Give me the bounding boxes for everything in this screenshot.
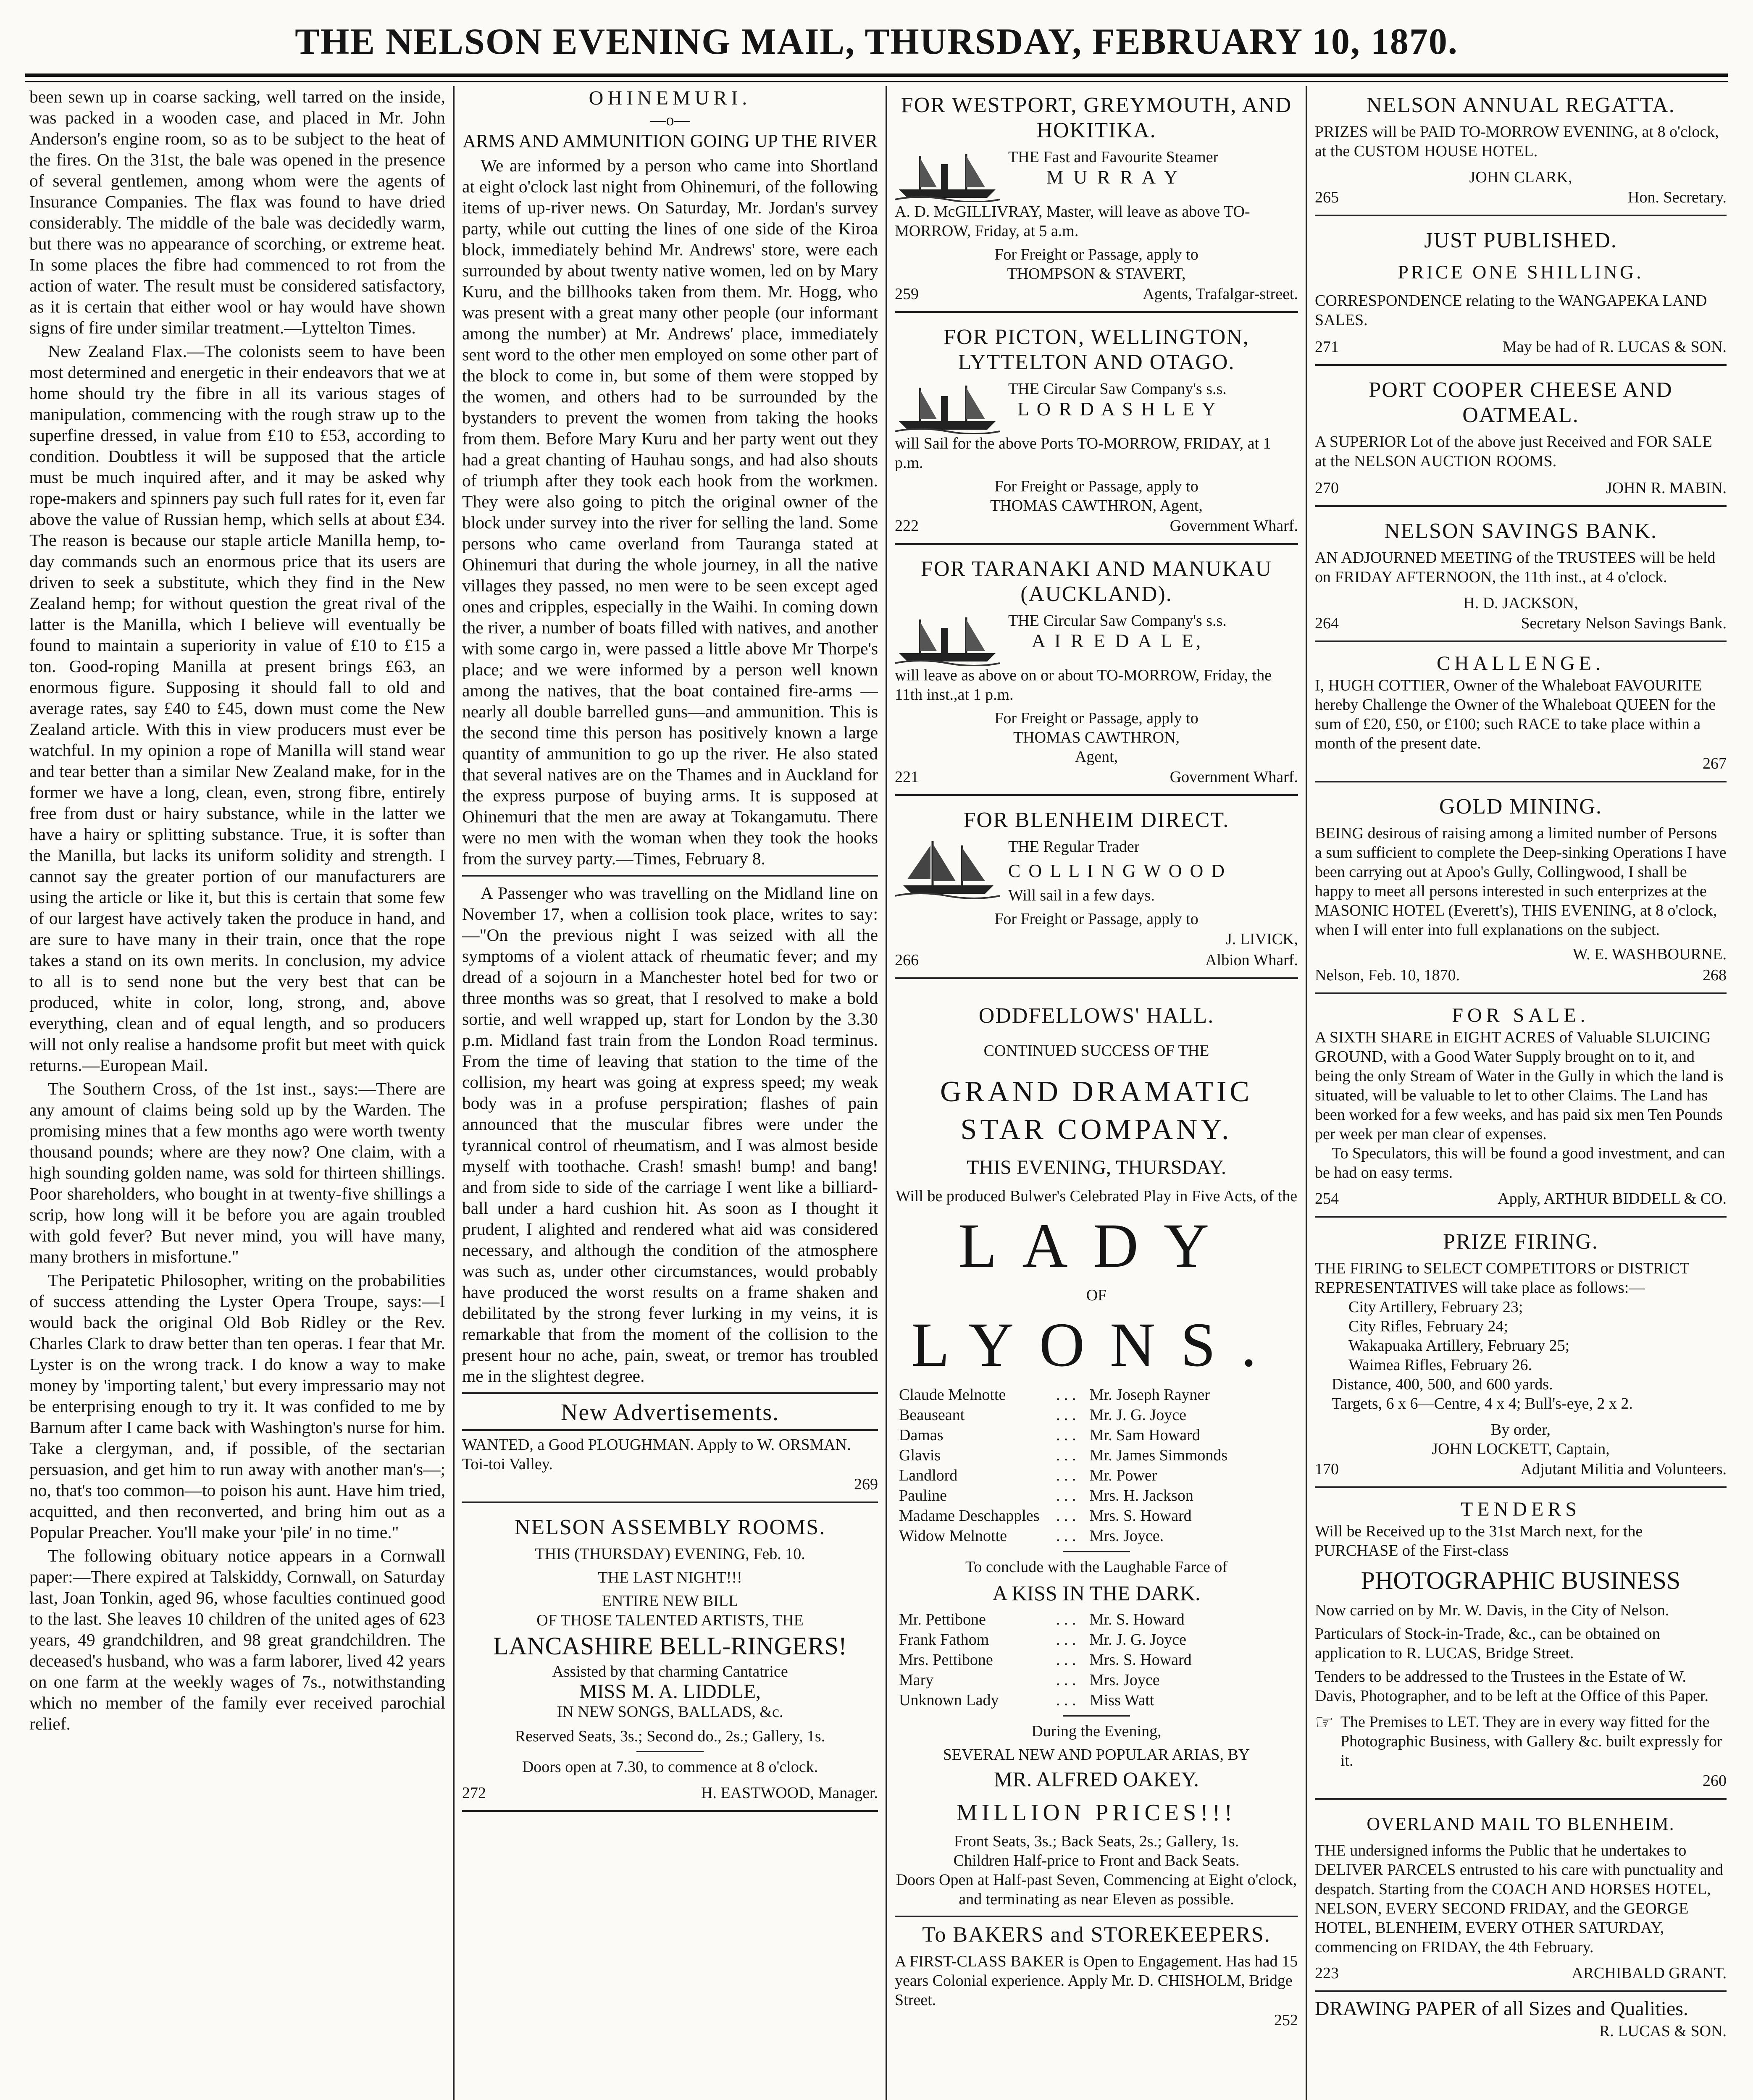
divider-mark: —o—	[650, 111, 690, 129]
ad-line: STAR COMPANY.	[960, 1113, 1233, 1146]
ad-oddfellows-hall	[895, 984, 1298, 1917]
ad-regatta	[1315, 86, 1727, 216]
ad-line: Doors open at 7.30, to commence at 8 o'clock.	[522, 1758, 818, 1776]
ad-line: THOMPSON & STAVERT,	[1007, 265, 1186, 283]
ad-heading: NELSON SAVINGS BANK.	[1384, 519, 1658, 543]
ad-heading: FOR SALE.	[1452, 1004, 1590, 1026]
cast-leader: . . .	[1056, 1386, 1076, 1404]
ad-line: PRICE ONE SHILLING.	[1398, 261, 1644, 283]
cast-role: Landlord	[899, 1467, 958, 1484]
ad-line: MISS M. A. LIDDLE,	[579, 1680, 761, 1703]
ad-line: OF	[1086, 1286, 1107, 1304]
steamer-icon	[895, 611, 1000, 666]
ad-body: DRAWING PAPER of all Sizes and Qualities.	[1315, 1998, 1688, 2020]
ad-westport	[895, 86, 1298, 313]
prize-item: Waimea Rifles, February 26.	[1348, 1356, 1532, 1374]
ad-line: JOHN LOCKETT, Captain,	[1432, 1440, 1610, 1458]
ad-body: THE undersigned informs the Public that he undertakes to DELIVER PARCELS entrusted to his care with punctuality and despatch. Starting from the COACH AND HORSES HOTEL, NELSON, EVERY SECOND FRIDAY, and the GEORGE HOTEL, BLENHEIM, EVERY OTHER SATURDAY, commencing on FRIDAY, the 4th February.	[1315, 1842, 1723, 1956]
ad-line: To conclude with the Laughable Farce of	[965, 1558, 1228, 1576]
cast-actor: Mrs. Joyce	[1089, 1671, 1160, 1689]
cast-actor: Mrs. S. Howard	[1089, 1507, 1192, 1525]
ad-heading: ODDFELLOWS' HALL.	[978, 1004, 1214, 1028]
divider	[1063, 1715, 1130, 1717]
ad-heading: NELSON ANNUAL REGATTA.	[1366, 93, 1675, 117]
cast-role: Glavis	[899, 1446, 941, 1464]
farce-title: A KISS IN THE DARK.	[992, 1581, 1201, 1605]
cast-role: Claude Melnotte	[899, 1386, 1006, 1404]
ad-line: THIS EVENING, THURSDAY.	[967, 1156, 1226, 1179]
cast-actor: Mr. S. Howard	[1089, 1611, 1185, 1628]
ad-body: WANTED, a Good PLOUGHMAN. Apply to W. ORSMAN. Toi-toi Valley.	[462, 1436, 851, 1473]
ad-signature: H. EASTWOOD, Manager.	[701, 1784, 878, 1802]
ad-line: Assisted by that charming Cantatrice	[552, 1663, 788, 1680]
ship-name: C O L L I N G W O O D	[1008, 861, 1227, 881]
ad-for-sale	[1315, 999, 1727, 1218]
masthead: THE NELSON EVENING MAIL, THURSDAY, FEBRUARY 10, 1870.	[295, 21, 1458, 62]
ad-number: 269	[854, 1475, 878, 1493]
ad-taranaki	[895, 550, 1298, 796]
ad-line: Now carried on by Mr. W. Davis, in the City of Nelson.	[1315, 1601, 1669, 1619]
prize-schedule	[1315, 1297, 1727, 1375]
article-passenger: A Passenger who was travelling on the Midland line on November 17, when a collision took place, writes to say:—"On the previous night I was seized with all the symptoms of a violent attack of rheumatic fever; and my dread of a sojourn in a Manchester hotel bed for two or three months was so great, that I resolved to make a bold sortie, and well wrapped up, start for London by the 3.30 p.m. Midland fast train from the London Road terminus. From the time of leaving that station to the time of the collision, my heart was going at express speed; my weak body was in a profuse perspiration; flashes of pain announced that the muscular fibres were under the tyrannical control of rheumatism, and I was almost beside myself with toothache. Crash! smash! bump! and bang! and from side to side of the carriage I went like a billiard-ball under a hard cushion hit. As soon as I thought it prudent, I alighted and rendered what aid was considered necessary, and although the condition of the atmosphere was such as, under other circumstances, would probably have produced the worst results on a frame shaken and debilitated by the strong fever lurking in my veins, it is remarkable that from the moment of the collision to the present hour no ache, pain, sweat, or tremor has troubled me in the slightest degree.	[462, 883, 878, 1386]
ad-body: To Speculators, this will be found a good investment, and can be had on easy terms.	[1315, 1144, 1725, 1181]
divider	[462, 1392, 878, 1394]
ad-heading: FOR TARANAKI AND MANUKAU (AUCKLAND).	[921, 557, 1272, 606]
article-subheading: ARMS AND AMMUNITION GOING UP THE RIVER	[463, 131, 878, 151]
ad-body: A SIXTH SHARE in EIGHT ACRES of Valuable SLUICING GROUND, with a Good Water Supply brought on to it, and being the only Stream of Water in the Gully in which the land is situated, will be valuable to let to other Claims. The Land has been worked for a few weeks, and has paid six men Ten Pounds per week per man clear of expenses.	[1315, 1029, 1724, 1143]
ad-line: For Freight or Passage, apply to	[994, 709, 1198, 727]
ad-line: THE Circular Saw Company's s.s.	[1008, 380, 1227, 398]
ad-heading: To BAKERS and STOREKEEPERS.	[922, 1923, 1271, 1947]
ad-wanted	[462, 1429, 878, 1503]
ad-drawing-paper	[1315, 1997, 1727, 2042]
ad-number: 259	[895, 285, 919, 303]
ad-number: 264	[1315, 614, 1339, 632]
divider	[462, 875, 878, 877]
cast-actor: Mrs. Joyce.	[1089, 1527, 1164, 1545]
ad-line: Distance, 400, 500, and 600 yards.	[1332, 1376, 1553, 1393]
cast-role: Frank Fathom	[899, 1631, 989, 1648]
ad-body: A SUPERIOR Lot of the above just Received and FOR SALE at the NELSON AUCTION ROOMS.	[1315, 433, 1712, 470]
ship-name: M U R R A Y	[1046, 166, 1180, 188]
ad-line: The Premises to LET. They are in every way fitted for the Photographic Business, with Gallery &c. built expressly for it.	[1340, 1713, 1722, 1769]
cast-actor: Mr. J. G. Joyce	[1089, 1406, 1187, 1424]
ad-number: 254	[1315, 1190, 1339, 1208]
ad-date: Nelson, Feb. 10, 1870.	[1315, 966, 1460, 984]
ad-line: MILLION PRICES!!!	[956, 1800, 1237, 1826]
ad-number: 170	[1315, 1460, 1339, 1478]
ad-line: H. D. JACKSON,	[1463, 594, 1578, 612]
ad-line: J. LIVICK,	[1225, 930, 1298, 948]
cast-role: Mr. Pettibone	[899, 1611, 986, 1628]
steamer-icon	[895, 147, 1000, 202]
new-advertisements-heading: New Advertisements.	[560, 1399, 780, 1425]
cast-leader: . . .	[1056, 1426, 1076, 1444]
ad-line: Will sail in a few days.	[1008, 887, 1155, 904]
divider	[636, 1751, 704, 1752]
ad-line: During the Evening,	[1031, 1722, 1162, 1740]
ad-line: GRAND DRAMATIC	[940, 1076, 1253, 1108]
ad-signature: Adjutant Militia and Volunteers.	[1520, 1460, 1727, 1478]
play-title: LYONS.	[911, 1310, 1282, 1380]
ad-cheese	[1315, 371, 1727, 507]
play-title: LADY	[958, 1211, 1235, 1281]
steamer-icon	[895, 379, 1000, 434]
ad-body: PRIZES will be PAID TO-MORROW EVENING, at 8 o'clock, at the CUSTOM HOUSE HOTEL.	[1315, 123, 1719, 160]
ad-heading: JUST PUBLISHED.	[1424, 228, 1617, 252]
ad-line: will Sail for the above Ports TO-MORROW, FRIDAY, at 1 p.m.	[895, 435, 1271, 472]
ad-number: 265	[1315, 189, 1339, 206]
cast-role: Mary	[899, 1671, 934, 1689]
ad-line: Reserved Seats, 3s.; Second do., 2s.; Gallery, 1s.	[515, 1727, 825, 1745]
ad-heading: GOLD MINING.	[1439, 795, 1602, 819]
ad-signature: Apply, ARTHUR BIDDELL & CO.	[1498, 1190, 1727, 1208]
cast-actor: Mr. Sam Howard	[1089, 1426, 1200, 1444]
ad-number: 271	[1315, 338, 1339, 356]
ad-line: For Freight or Passage, apply to	[994, 478, 1198, 495]
column-3	[895, 86, 1298, 2100]
ad-heading: CHALLENGE.	[1437, 652, 1605, 675]
column-1	[29, 86, 445, 2100]
ad-line: THE LAST NIGHT!!!	[598, 1569, 742, 1586]
ad-signature: JOHN R. MABIN.	[1606, 479, 1727, 497]
column-divider	[886, 86, 887, 2100]
ad-line: will leave as above on or about TO-MORROW, Friday, the 11th inst.,at 1 p.m.	[895, 667, 1272, 704]
ad-number: 260	[1703, 1772, 1727, 1790]
article-southern-cross: The Southern Cross, of the 1st inst., says:—There are any amount of claims being sold up by the Warden. The promising mines that a few months ago were worth twenty thousand pounds; where are they now? One claim, with a high sounding golden name, was sold for thirteen shillings. Poor shareholders, who bought in at twenty-five shillings a scrip, how long will it be before you are again troubled with gold fever? But never mind, you will have many, many brothers in misfortune."	[29, 1079, 445, 1266]
article-obituary: The following obituary notice appears in a Cornwall paper:—There expired at Talskiddy, Cornwall, on Saturday last, Joan Tonkin, aged 96, whose faculties continued good to the last. She leaves 10 children of the united ages of 623 years, 49 grandchildren, and 98 great grandchildren. The deceased's husband, who was a farm laborer, lived 42 years on one farm at the weekly wages of 7s., notwithstanding which no member of the family ever received parochial relief.	[29, 1546, 445, 1733]
column-4	[1315, 86, 1727, 2100]
column-2	[462, 86, 878, 2100]
ad-number: 272	[462, 1784, 486, 1802]
ad-line: THE Regular Trader	[1008, 838, 1140, 856]
article-peripatetic: The Peripatetic Philosopher, writing on the probabilities of success attending the Lyster Opera Troupe, says:—I would back the original Old Bob Ridley or the Rev. Charles Clark to draw better than ten operas. I fear that Mr. Lyster is on the wrong track. I do know a way to make money by 'importing talent,' but every impressario may not be enterprising enough to try it. It was confided to me by Barnum after I came back with Washington's nurse for him. Take a clergyman, and, if possible, of the sectarian persuasion, and get him to run away with another man's—; no, that's too common—to poison his aunt. Have him tried, acquitted, and then reconverted, and bring him out as a Popular Preacher. You'll make your 'pile' in no time."	[29, 1270, 445, 1542]
ad-line: By order,	[1491, 1421, 1551, 1438]
divider	[1063, 1551, 1130, 1552]
prize-item: City Rifles, February 24;	[1348, 1318, 1508, 1335]
ad-number: 221	[895, 768, 919, 786]
ad-line: PHOTOGRAPHIC BUSINESS	[1361, 1567, 1681, 1594]
ad-just-published	[1315, 221, 1727, 366]
ad-number: 252	[1274, 2011, 1298, 2029]
cast-role: Damas	[899, 1426, 944, 1444]
cast-list	[895, 1609, 1298, 1710]
article-heading: OHINEMURI.	[589, 87, 752, 109]
pointing-hand-icon: ☞	[1315, 1710, 1334, 1734]
ad-bakers	[895, 1922, 1298, 2031]
ship-name: A I R E D A L E,	[1031, 630, 1204, 651]
ad-blenheim-direct	[895, 801, 1298, 979]
ad-footer	[462, 1782, 878, 1803]
ad-heading: OVERLAND MAIL TO BLENHEIM.	[1367, 1814, 1675, 1834]
ad-body: AN ADJOURNED MEETING of the TRUSTEES will be held on FRIDAY AFTERNOON, the 11th inst., at 4 o'clock.	[1315, 549, 1716, 586]
ad-line: CONTINUED SUCCESS OF THE	[983, 1042, 1209, 1060]
cast-leader: . . .	[1056, 1631, 1076, 1648]
column-divider	[1306, 86, 1307, 2100]
sailing-ship-icon	[895, 837, 1000, 900]
cast-list	[895, 1385, 1298, 1546]
ad-picton	[895, 318, 1298, 545]
cast-leader: . . .	[1056, 1446, 1076, 1464]
cast-leader: . . .	[1056, 1671, 1076, 1689]
cast-leader: . . .	[1056, 1406, 1076, 1424]
ad-line: Front Seats, 3s.; Back Seats, 2s.; Gallery, 1s.	[954, 1832, 1239, 1850]
ad-signature: W. E. WASHBOURNE.	[1572, 945, 1727, 963]
ad-challenge	[1315, 647, 1727, 782]
ad-signature: Hon. Secretary.	[1628, 189, 1727, 206]
ad-line: Agent,	[1075, 748, 1118, 766]
ad-body: A FIRST-CLASS BAKER is Open to Engagement. Has had 15 years Colonial experience. Apply Mr. D. CHISHOLM, Bridge Street.	[895, 1953, 1298, 2009]
ad-number: 267	[1703, 755, 1727, 772]
cast-actor: Mr. Power	[1089, 1467, 1157, 1484]
ad-overland-mail	[1315, 1805, 1727, 1992]
ad-signature: Secretary Nelson Savings Bank.	[1521, 614, 1727, 632]
cast-role: Widow Melnotte	[899, 1527, 1007, 1545]
masthead-rule	[25, 74, 1728, 82]
ad-line: OF THOSE TALENTED ARTISTS, THE	[536, 1612, 804, 1629]
ad-line: THOMAS CAWTHRON,	[1013, 729, 1180, 746]
ad-savings-bank	[1315, 512, 1727, 642]
cast-leader: . . .	[1056, 1691, 1076, 1709]
ad-tenders	[1315, 1493, 1727, 1800]
prize-item: City Artillery, February 23;	[1348, 1298, 1523, 1316]
ad-line: Children Half-price to Front and Back Seats.	[953, 1852, 1240, 1869]
ad-heading: TENDERS	[1461, 1498, 1581, 1520]
ad-line: JOHN CLARK,	[1469, 168, 1572, 186]
ad-signature: Agents, Trafalgar-street.	[1143, 285, 1298, 303]
ad-heading: FOR WESTPORT, GREYMOUTH, AND HOKITIKA.	[901, 93, 1292, 142]
prize-item: Wakapuaka Artillery, February 25;	[1348, 1337, 1570, 1354]
ad-body: THE FIRING to SELECT COMPETITORS or DISTRICT REPRESENTATIVES will take place as follows:—	[1315, 1260, 1689, 1297]
ad-heading: FOR PICTON, WELLINGTON, LYTTELTON AND OTAGO.	[944, 325, 1249, 374]
ad-signature: ARCHIBALD GRANT.	[1572, 1964, 1727, 1982]
ad-line: MR. ALFRED OAKEY.	[993, 1767, 1199, 1791]
cast-leader: . . .	[1056, 1487, 1076, 1504]
ad-line: For Freight or Passage, apply to	[994, 910, 1198, 928]
cast-role: Unknown Lady	[899, 1691, 999, 1709]
ad-heading: PRIZE FIRING.	[1443, 1230, 1598, 1254]
ad-line: Tenders to be addressed to the Trustees in the Estate of W. Davis, Photographer, and to be left at the Office of this Paper.	[1315, 1668, 1708, 1705]
ad-line: THIS (THURSDAY) EVENING, Feb. 10.	[535, 1545, 805, 1563]
ad-line: ENTIRE NEW BILL	[602, 1592, 739, 1610]
article-flax: New Zealand Flax.—The colonists seem to have been most determined and energetic in their endeavors that we at home should try the fibre in all its various stages of manipulation, commencing with the rough straw up to the superfine dressed, in value from £10 to £53, according to condition. Doubtless it will be supposed that the article must be much inquired after, and it may be asked why rope-makers and spinners pay such full rates for it, even far above the value of Russian hemp, which sells at about £34. The reason is because our staple article Manilla hemp, to-day commands such an enormous price that its users are driven to seek a substitute, which they find in the New Zealand hemp; for without question the great rival of the latter is the Manilla, which I believe will eventually be found to maintain a superiority in value of £10 to £15 a ton. Good-roping Manilla at present brings £63, an enormous figure. Supposing it should fall to old and average rates, say £40 to £45, down must come the New Zealand article. With this in view producers must ever be watchful. In my opinion a rope of Manilla will stand wear and tear better than a similar New Zealand make, for in the former we have a long, clean, even, strong fibre, entirely free from dust or hairy substance, while in the latter we have a hairy or splitting substance. True, it is softer than the Manilla, but lacks its uniform solidity and strength. I cannot say the greater portion of our manufacturers are using the article or like it, but this is certain that some few of our largest have actively taken the produce in hand, and are sure to have many in their train, once that the rope takes a stand on its own merits. In conclusion, my advice to all is to send none but the very best that can be produced, white in color, long, strong, and, above everything, clean and of equal length, and so producers will not only realise a handsome profit but meet with quick returns.—European Mail.	[29, 341, 445, 1075]
article-paragraph: been sewn up in coarse sacking, well tarred on the inside, was packed in a wooden case, and placed in Mr. John Anderson's engine room, so as to be subject to the heat of the fires. On the 31st, the bale was opened in the presence of several gentlemen, among whom were the agents of Insurance Companies. The flax was found to have dried considerably. The middle of the bale was decidedly warm, but there was no appearance of scorching, or extreme heat. In some places the fibre had commenced to rot from the action of water. The result must be considered satisfactory, as it is certain that either wool or hay would have shown signs of fire under similar treatment.—Lyttelton Times.	[29, 87, 445, 337]
ad-signature: May be had of R. LUCAS & SON.	[1502, 338, 1727, 356]
ad-signature: R. LUCAS & SON.	[1599, 2022, 1727, 2040]
cast-actor: Mr. J. G. Joyce	[1089, 1631, 1187, 1648]
ad-assembly-rooms	[462, 1508, 878, 1812]
ad-line: For Freight or Passage, apply to	[994, 246, 1198, 263]
cast-leader: . . .	[1056, 1527, 1076, 1545]
ad-line: THOMAS CAWTHRON, Agent,	[990, 497, 1203, 514]
ad-line: THE Circular Saw Company's s.s.	[1008, 612, 1227, 630]
ad-gold-mining	[1315, 788, 1727, 994]
cast-actor: Mr. Joseph Rayner	[1089, 1386, 1210, 1404]
ad-signature: Government Wharf.	[1170, 517, 1298, 535]
ad-line: Particulars of Stock-in-Trade, &c., can be obtained on application to R. LUCAS, Bridge Street.	[1315, 1625, 1660, 1662]
ship-name: L O R D A S H L E Y	[1017, 398, 1217, 420]
ad-line: THE Fast and Favourite Steamer	[1008, 148, 1219, 166]
ad-number: 268	[1703, 966, 1727, 984]
ad-signature: Albion Wharf.	[1205, 951, 1298, 969]
cast-leader: . . .	[1056, 1507, 1076, 1525]
ad-number: 223	[1315, 1964, 1339, 1982]
cast-leader: . . .	[1056, 1611, 1076, 1628]
cast-role: Beauseant	[899, 1406, 965, 1424]
ad-number: 222	[895, 517, 919, 535]
ad-line: A. D. McGILLIVRAY, Master, will leave as above TO-MORROW, Friday, at 5 a.m.	[895, 203, 1250, 240]
ad-line: LANCASHIRE BELL-RINGERS!	[493, 1632, 847, 1660]
ad-signature: Government Wharf.	[1170, 768, 1298, 786]
ad-body: BEING desirous of raising among a limited number of Persons a sum sufficient to complete the Deep-sinking Operations I have been carrying out at Apoo's Gully, Collingwood, I shall be happy to meet all persons interested in such enterprizes at the MASONIC HOTEL (Everett's), THIS EVENING, at 8 o'clock, when I will enter into full explanations on the subject.	[1315, 824, 1727, 939]
ad-heading: NELSON ASSEMBLY ROOMS.	[514, 1515, 826, 1539]
cast-role: Madame Deschapples	[899, 1507, 1040, 1525]
ad-body: I, HUGH COTTIER, Owner of the Whaleboat FAVOURITE hereby Challenge the Owner of the Whaleboat QUEEN for the sum of £20, £50, or £100; such RACE to take place within a month of the present date.	[1315, 677, 1716, 752]
cast-role: Pauline	[899, 1487, 947, 1504]
cast-leader: . . .	[1056, 1651, 1076, 1669]
ad-prize-firing	[1315, 1223, 1727, 1488]
article-ohinemuri: We are informed by a person who came into Shortland at eight o'clock last night from Ohinemuri, of the following items of up-river news. On Saturday, Mr. Jordan's survey party, while out cutting the lines of one side of the Kiroa block, immediately behind Mr. Andrews' store, were each surrounded by about twenty native women, led on by Mary Kuru, and the billhooks taken from them. Mr. Hogg, who was present with a great many other people (our informant among the number) at Mr. Andrews' place, immediately sent word to the other men employed on some other part of the block to come in, but some of them were stopped by the women, and others had to be surrounded by the bystanders to prevent the women from taking the hooks from them. Before Mary Kuru and her party went out they had a great chanting of Hauhau songs, and had also shouts of triumph after they took each hook from the workmen. They were also going to pitch the original owner of the block under survey into the river for selling the land. Some persons who came overland from Tauranga stated at Ohinemuri that during the whole journey, in all the native villages they passed, no men were to be seen except aged ones and cripples, especially in the Waihi. In coming down the river, a number of boats filled with natives, and another with some cargo in, were passed a little above Mr Thorpe's place; and we were informed by a person well known among the natives, that the boat contained fire-arms — nearly all double barrelled guns—and ammunition. This is the second time this person has positively known a large quantity of ammunition to go up the river. He also stated that several natives are on the Thames and in Auckland for the express purpose of buying arms. It is supposed at Ohinemuri that the men are away at Tokangamutu. There were no men with the woman when they took the hooks from the survey party.—Times, February 8.	[462, 156, 878, 868]
ad-line: Doors Open at Half-past Seven, Commencing at Eight o'clock, and terminating as near Eleven as possible.	[896, 1871, 1297, 1908]
ad-line: IN NEW SONGS, BALLADS, &c.	[557, 1703, 783, 1721]
cast-actor: Mr. James Simmonds	[1089, 1446, 1228, 1464]
ad-number: 270	[1315, 479, 1339, 497]
ad-line: SEVERAL NEW AND POPULAR ARIAS, BY	[943, 1746, 1250, 1764]
ad-heading: PORT COOPER CHEESE AND OATMEAL.	[1369, 378, 1673, 427]
ad-number: 266	[895, 951, 919, 969]
ad-line: Will be Received up to the 31st March next, for the PURCHASE of the First-class	[1315, 1522, 1643, 1559]
ad-body: CORRESPONDENCE relating to the WANGAPEKA LAND SALES.	[1315, 292, 1707, 329]
cast-actor: Miss Watt	[1089, 1691, 1154, 1709]
column-divider	[453, 86, 455, 2100]
cast-actor: Mrs. H. Jackson	[1089, 1487, 1193, 1504]
ad-line: Will be produced Bulwer's Celebrated Play in Five Acts, of the	[895, 1187, 1298, 1205]
ad-heading: FOR BLENHEIM DIRECT.	[963, 808, 1230, 832]
ad-line: Targets, 6 x 6—Centre, 4 x 4; Bull's-eye, 2 x 2.	[1332, 1395, 1633, 1412]
cast-actor: Mrs. S. Howard	[1089, 1651, 1192, 1669]
cast-role: Mrs. Pettibone	[899, 1651, 993, 1669]
cast-leader: . . .	[1056, 1467, 1076, 1484]
